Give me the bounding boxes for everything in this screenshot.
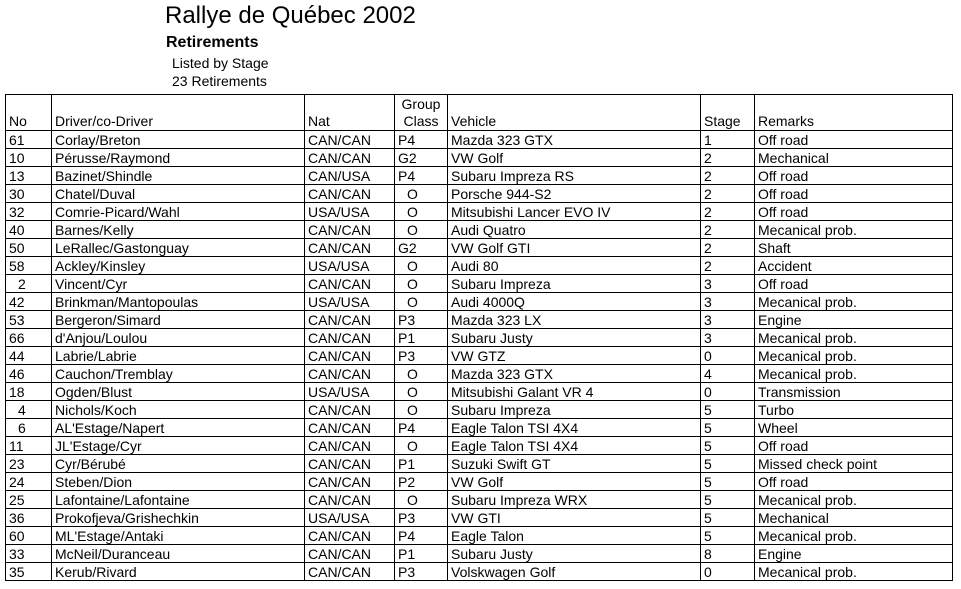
cell-group: P4: [395, 131, 448, 149]
cell-stage: 2: [701, 257, 755, 275]
cell-remarks: Mecanical prob.: [755, 563, 953, 581]
table-body: [6, 131, 953, 581]
table-row: [6, 383, 953, 401]
col-header-nat: Nat: [305, 95, 395, 131]
cell-group: O: [395, 275, 448, 293]
cell-stage: 2: [701, 221, 755, 239]
cell-group: P1: [395, 455, 448, 473]
cell-stage: 2: [701, 167, 755, 185]
cell-stage: 2: [701, 239, 755, 257]
cell-no: 25: [6, 491, 52, 509]
cell-stage: 1: [701, 131, 755, 149]
cell-driver: AL'Estage/Napert: [52, 419, 305, 437]
cell-stage: 5: [701, 401, 755, 419]
cell-remarks: Wheel: [755, 419, 953, 437]
col-header-no: No: [6, 95, 52, 131]
cell-stage: 5: [701, 437, 755, 455]
table-row: [6, 239, 953, 257]
cell-vehicle: Audi Quatro: [448, 221, 701, 239]
cell-no: 66: [6, 329, 52, 347]
cell-driver: Steben/Dion: [52, 473, 305, 491]
cell-stage: 3: [701, 293, 755, 311]
cell-vehicle: Eagle Talon TSI 4X4: [448, 419, 701, 437]
cell-no: 13: [6, 167, 52, 185]
cell-nat: CAN/CAN: [305, 455, 395, 473]
cell-stage: 5: [701, 473, 755, 491]
table-row: [6, 437, 953, 455]
cell-stage: 5: [701, 509, 755, 527]
cell-vehicle: Audi 80: [448, 257, 701, 275]
cell-nat: USA/USA: [305, 293, 395, 311]
cell-vehicle: VW Golf GTI: [448, 239, 701, 257]
cell-group: O: [395, 257, 448, 275]
cell-group: G2: [395, 239, 448, 257]
cell-remarks: Off road: [755, 275, 953, 293]
cell-remarks: Missed check point: [755, 455, 953, 473]
cell-group: G2: [395, 149, 448, 167]
cell-nat: USA/USA: [305, 203, 395, 221]
cell-remarks: Mecanical prob.: [755, 293, 953, 311]
cell-nat: CAN/CAN: [305, 419, 395, 437]
cell-driver: Brinkman/Mantopoulas: [52, 293, 305, 311]
cell-no: 18: [6, 383, 52, 401]
cell-stage: 5: [701, 455, 755, 473]
cell-driver: McNeil/Duranceau: [52, 545, 305, 563]
cell-vehicle: Eagle Talon: [448, 527, 701, 545]
cell-stage: 0: [701, 563, 755, 581]
cell-no: 40: [6, 221, 52, 239]
cell-driver: Nichols/Koch: [52, 401, 305, 419]
cell-group: P4: [395, 527, 448, 545]
col-header-stage: Stage: [701, 95, 755, 131]
col-header-group: Group: [401, 96, 441, 112]
cell-nat: CAN/CAN: [305, 473, 395, 491]
cell-vehicle: VW GTZ: [448, 347, 701, 365]
table-row: [6, 257, 953, 275]
cell-driver: Comrie-Picard/Wahl: [52, 203, 305, 221]
cell-stage: 3: [701, 329, 755, 347]
cell-group: P4: [395, 419, 448, 437]
cell-group: P3: [395, 563, 448, 581]
cell-stage: 3: [701, 275, 755, 293]
cell-group: O: [395, 401, 448, 419]
cell-remarks: Transmission: [755, 383, 953, 401]
cell-nat: CAN/CAN: [305, 545, 395, 563]
report-subtitle: Retirements: [166, 34, 259, 51]
cell-driver: ML'Estage/Antaki: [52, 527, 305, 545]
cell-driver: LeRallec/Gastonguay: [52, 239, 305, 257]
cell-no: 35: [6, 563, 52, 581]
cell-nat: CAN/CAN: [305, 527, 395, 545]
cell-vehicle: VW Golf: [448, 149, 701, 167]
cell-remarks: Off road: [755, 437, 953, 455]
cell-driver: Pérusse/Raymond: [52, 149, 305, 167]
cell-no: 11: [6, 437, 52, 455]
cell-remarks: Turbo: [755, 401, 953, 419]
cell-nat: CAN/CAN: [305, 239, 395, 257]
cell-remarks: Mechanical: [755, 149, 953, 167]
cell-stage: 4: [701, 365, 755, 383]
cell-no: 58: [6, 257, 52, 275]
cell-driver: Corlay/Breton: [52, 131, 305, 149]
table-row: [6, 347, 953, 365]
cell-vehicle: Subaru Justy: [448, 545, 701, 563]
cell-stage: 5: [701, 419, 755, 437]
cell-vehicle: Suzuki Swift GT: [448, 455, 701, 473]
cell-driver: JL'Estage/Cyr: [52, 437, 305, 455]
cell-no: 44: [6, 347, 52, 365]
cell-group: P2: [395, 473, 448, 491]
cell-remarks: Mecanical prob.: [755, 329, 953, 347]
cell-stage: 2: [701, 203, 755, 221]
cell-vehicle: Subaru Impreza WRX: [448, 491, 701, 509]
cell-stage: 3: [701, 311, 755, 329]
cell-nat: CAN/CAN: [305, 329, 395, 347]
cell-driver: Cauchon/Tremblay: [52, 365, 305, 383]
cell-remarks: Shaft: [755, 239, 953, 257]
cell-group: P3: [395, 509, 448, 527]
cell-driver: Barnes/Kelly: [52, 221, 305, 239]
cell-no: 50: [6, 239, 52, 257]
cell-no: 6: [6, 419, 52, 437]
table-row: [6, 509, 953, 527]
cell-remarks: Engine: [755, 545, 953, 563]
cell-group: O: [395, 185, 448, 203]
cell-nat: CAN/CAN: [305, 491, 395, 509]
cell-remarks: Mecanical prob.: [755, 347, 953, 365]
listing-note: Listed by Stage: [172, 55, 269, 71]
cell-no: 42: [6, 293, 52, 311]
cell-vehicle: Mitsubishi Lancer EVO IV: [448, 203, 701, 221]
col-header-group-class: [395, 95, 448, 131]
table-row: [6, 527, 953, 545]
cell-vehicle: Subaru Justy: [448, 329, 701, 347]
cell-remarks: Accident: [755, 257, 953, 275]
table-row: [6, 419, 953, 437]
cell-remarks: Mecanical prob.: [755, 491, 953, 509]
cell-driver: Cyr/Bérubé: [52, 455, 305, 473]
cell-no: 10: [6, 149, 52, 167]
cell-nat: CAN/USA: [305, 167, 395, 185]
cell-driver: Ogden/Blust: [52, 383, 305, 401]
table-row: [6, 293, 953, 311]
cell-nat: CAN/CAN: [305, 347, 395, 365]
cell-group: O: [395, 203, 448, 221]
cell-stage: 5: [701, 527, 755, 545]
cell-nat: CAN/CAN: [305, 401, 395, 419]
cell-no: 2: [6, 275, 52, 293]
cell-group: O: [395, 491, 448, 509]
table-row: [6, 131, 953, 149]
cell-no: 53: [6, 311, 52, 329]
cell-nat: CAN/CAN: [305, 131, 395, 149]
table-row: [6, 275, 953, 293]
cell-vehicle: Audi 4000Q: [448, 293, 701, 311]
cell-driver: Chatel/Duval: [52, 185, 305, 203]
table-row: [6, 167, 953, 185]
cell-no: 36: [6, 509, 52, 527]
cell-no: 61: [6, 131, 52, 149]
cell-nat: CAN/CAN: [305, 149, 395, 167]
cell-vehicle: VW Golf: [448, 473, 701, 491]
table-row: [6, 545, 953, 563]
cell-stage: 2: [701, 149, 755, 167]
cell-driver: Vincent/Cyr: [52, 275, 305, 293]
cell-stage: 8: [701, 545, 755, 563]
table-row: [6, 563, 953, 581]
cell-group: P4: [395, 167, 448, 185]
cell-stage: 0: [701, 383, 755, 401]
cell-group: P1: [395, 545, 448, 563]
cell-nat: CAN/CAN: [305, 221, 395, 239]
cell-group: O: [395, 383, 448, 401]
cell-remarks: Off road: [755, 167, 953, 185]
cell-nat: USA/USA: [305, 383, 395, 401]
col-header-class: Class: [403, 113, 439, 129]
cell-vehicle: Subaru Impreza: [448, 275, 701, 293]
table-row: [6, 185, 953, 203]
cell-no: 60: [6, 527, 52, 545]
cell-group: O: [395, 293, 448, 311]
cell-no: 23: [6, 455, 52, 473]
table-row: [6, 401, 953, 419]
cell-nat: USA/USA: [305, 509, 395, 527]
cell-remarks: Mechanical: [755, 509, 953, 527]
table-row: [6, 203, 953, 221]
cell-nat: CAN/CAN: [305, 311, 395, 329]
cell-nat: CAN/CAN: [305, 185, 395, 203]
col-header-remarks: Remarks: [755, 95, 953, 131]
cell-no: 30: [6, 185, 52, 203]
cell-remarks: Mecanical prob.: [755, 527, 953, 545]
cell-driver: Prokofjeva/Grishechkin: [52, 509, 305, 527]
cell-nat: CAN/CAN: [305, 365, 395, 383]
cell-remarks: Mecanical prob.: [755, 365, 953, 383]
cell-remarks: Mecanical prob.: [755, 221, 953, 239]
cell-no: 33: [6, 545, 52, 563]
cell-no: 4: [6, 401, 52, 419]
cell-stage: 5: [701, 491, 755, 509]
cell-remarks: Off road: [755, 131, 953, 149]
cell-vehicle: Porsche 944-S2: [448, 185, 701, 203]
cell-vehicle: Subaru Impreza: [448, 401, 701, 419]
cell-remarks: Off road: [755, 185, 953, 203]
cell-stage: 2: [701, 185, 755, 203]
cell-remarks: Off road: [755, 203, 953, 221]
report-title: Rallye de Québec 2002: [165, 2, 416, 29]
cell-nat: CAN/CAN: [305, 563, 395, 581]
cell-vehicle: Mitsubishi Galant VR 4: [448, 383, 701, 401]
cell-driver: Kerub/Rivard: [52, 563, 305, 581]
table-row: [6, 329, 953, 347]
cell-stage: 0: [701, 347, 755, 365]
cell-nat: USA/USA: [305, 257, 395, 275]
cell-no: 46: [6, 365, 52, 383]
col-header-vehicle: Vehicle: [448, 95, 701, 131]
table-row: [6, 365, 953, 383]
cell-vehicle: Subaru Impreza RS: [448, 167, 701, 185]
cell-driver: Lafontaine/Lafontaine: [52, 491, 305, 509]
retirement-count: 23 Retirements: [172, 73, 267, 89]
col-header-driver: Driver/co-Driver: [52, 95, 305, 131]
table-row: [6, 149, 953, 167]
table-row: [6, 311, 953, 329]
cell-no: 32: [6, 203, 52, 221]
cell-vehicle: Volskwagen Golf: [448, 563, 701, 581]
table-row: [6, 455, 953, 473]
cell-nat: CAN/CAN: [305, 437, 395, 455]
cell-driver: Labrie/Labrie: [52, 347, 305, 365]
cell-remarks: Engine: [755, 311, 953, 329]
cell-group: O: [395, 365, 448, 383]
table-row: [6, 491, 953, 509]
cell-vehicle: Mazda 323 LX: [448, 311, 701, 329]
cell-vehicle: Eagle Talon TSI 4X4: [448, 437, 701, 455]
cell-no: 24: [6, 473, 52, 491]
table-row: [6, 221, 953, 239]
cell-vehicle: Mazda 323 GTX: [448, 365, 701, 383]
cell-group: O: [395, 437, 448, 455]
cell-nat: CAN/CAN: [305, 275, 395, 293]
cell-vehicle: Mazda 323 GTX: [448, 131, 701, 149]
cell-driver: Bazinet/Shindle: [52, 167, 305, 185]
cell-driver: Ackley/Kinsley: [52, 257, 305, 275]
cell-remarks: Off road: [755, 473, 953, 491]
table-row: [6, 473, 953, 491]
retirements-table: [5, 94, 953, 581]
cell-group: P3: [395, 347, 448, 365]
cell-driver: d'Anjou/Loulou: [52, 329, 305, 347]
cell-group: O: [395, 221, 448, 239]
cell-group: P1: [395, 329, 448, 347]
header-row: [6, 95, 953, 131]
cell-driver: Bergeron/Simard: [52, 311, 305, 329]
cell-vehicle: VW GTI: [448, 509, 701, 527]
cell-group: P3: [395, 311, 448, 329]
